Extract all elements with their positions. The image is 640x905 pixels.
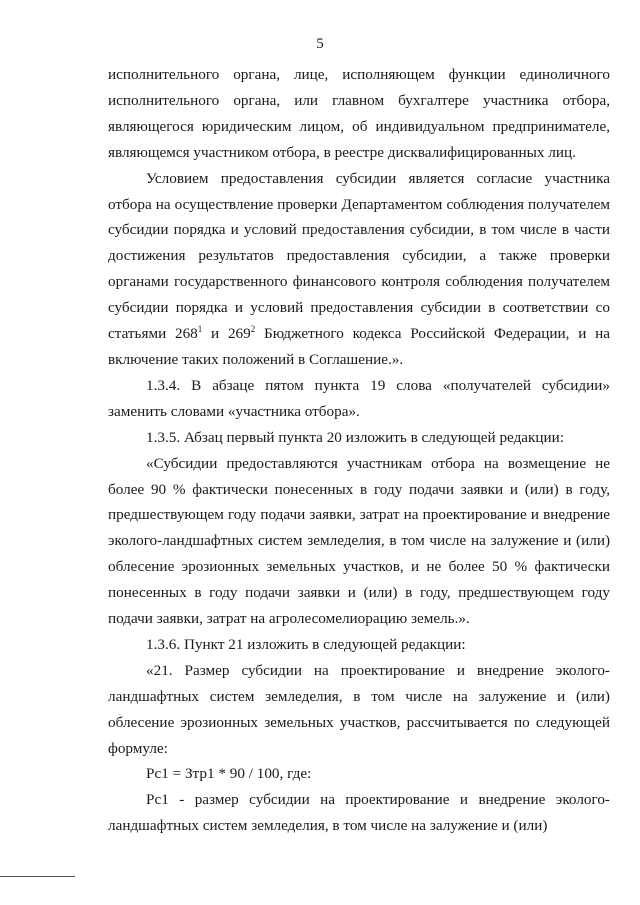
paragraph-6: 1.3.6. Пункт 21 изложить в следующей редакции:: [146, 635, 466, 653]
paragraph-3: 1.3.4. В абзаце пятом пункта 19 слова «получателей субсидии» заменить словами «участника отбора».: [108, 376, 610, 420]
paragraph-4: 1.3.5. Абзац первый пункта 20 изложить в следующей редакции:: [146, 428, 565, 446]
superscript-2: 2: [250, 324, 256, 335]
paragraph-2: [108, 166, 610, 373]
paragraph-1: исполнительного органа, лице, исполняющем функции единоличного исполнительного органа, или главном бухгалтере участника отбора, являющегося юридическим лицом, об индивидуальном предпринимателе, являющемся участником отбора, в реестре дисквалифицированных лиц.: [108, 66, 610, 161]
page-number: 5: [316, 36, 324, 52]
paragraph-7: «21. Размер субсидии на проектирование и внедрение эколого-ландшафтных систем земледелия, в том числе на залужение и (или) облесение эрозионных земельных участков, рассчитывается по следующей формуле:: [108, 661, 610, 757]
paragraph-2-text-b: и 269: [202, 325, 251, 343]
superscript-1: 1: [197, 324, 203, 335]
document-body: [108, 62, 610, 839]
formula-line: Рс1 = Зтр1 * 90 / 100, где:: [146, 765, 312, 783]
paragraph-9: Рс1 - размер субсидии на проектирование и внедрение эколого-ландшафтных систем земледелия, в том числе на залужение и (или): [108, 791, 610, 835]
paragraph-2-text-a: Условием предоставления субсидии является согласие участника отбора на осуществление проверки Департаментом соблюдения получателем субсидии порядка и условий предоставления субсидии, в том числе в части достижения результатов предоставления субсидии, а также проверки органами государственного финансового контроля соблюдения получателем субсидии порядка и условий предоставления субсидии в соответствии со статьями 268: [108, 169, 610, 343]
paragraph-5: «Субсидии предоставляются участникам отбора на возмещение не более 90 % фактически понесенных в году подачи заявки и (или) в году, предшествующем году подачи заявки, затрат на проектирование и внедрение эколого-ландшафтных систем земледелия, в том числе на залужение и (или) облесение эрозионных земельных участков, и не более 50 % фактически понесенных в году подачи заявки и (или) в году, предшествующем году подачи заявки, затрат на агролесомелиорацию земель.».: [108, 454, 610, 628]
paragraph-2-text-c: Бюджетного кодекса Российской Федерации, и на включение таких положений в Соглашение.».: [108, 325, 611, 368]
footer-rule: [0, 876, 75, 877]
